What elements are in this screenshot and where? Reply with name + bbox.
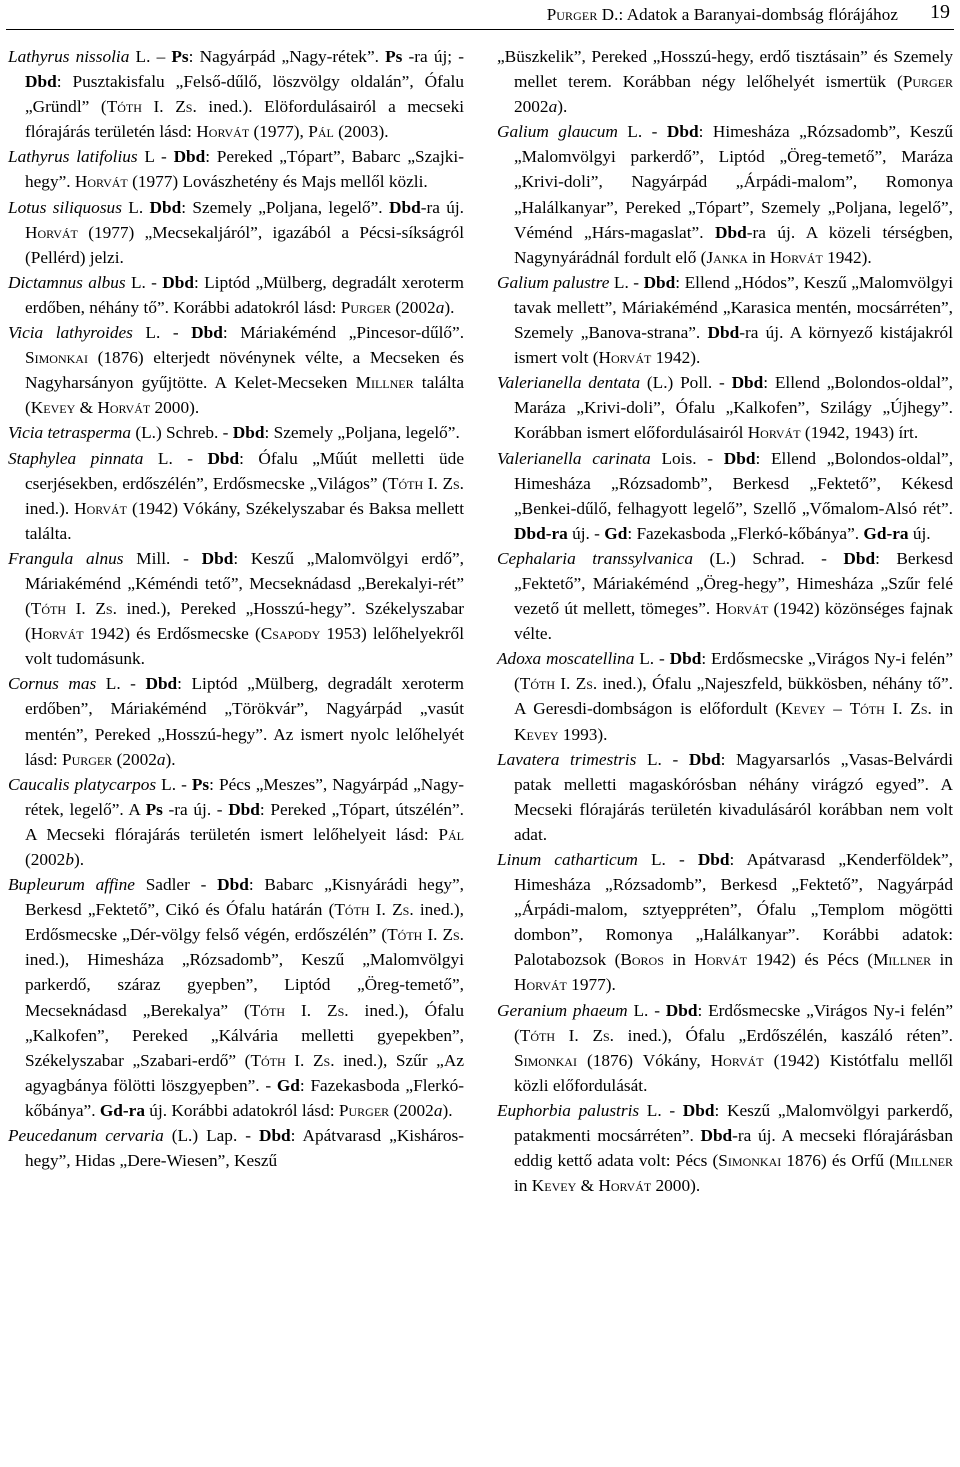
bold-run: Gd [604, 523, 628, 543]
bold-run: Dbd [700, 1126, 733, 1146]
text-run: (L.) Schreb. - [131, 423, 233, 443]
author-name: Pál [438, 824, 464, 844]
bold-run: Dbd [688, 749, 721, 769]
text-run: : Pereked „Tópart”, Babarc „Szajki-hegy”. [25, 147, 464, 192]
text-run: : Máriakéménd „Pincesor-dűlő”. [222, 323, 465, 343]
author-name: Horvát [25, 222, 78, 242]
text-run: ). [444, 297, 455, 317]
text-run: D.: Adatok a Baranyai-dombság flórájához [597, 5, 898, 24]
author-name: Zs [442, 925, 460, 945]
bold-run: Gd-ra [99, 1100, 145, 1120]
italic-run: b [65, 850, 74, 869]
text-run: I. [141, 97, 176, 117]
italic-run: Valerianella carinata [497, 448, 651, 468]
text-run: L. - [143, 448, 208, 468]
text-run: -ra új. - [162, 799, 229, 819]
text-run: (1942) Kistótfalu mellől közli előfordulását. [514, 1050, 953, 1095]
text-run: L. - [96, 674, 146, 694]
text-run: : Magyarsarlós „Vasas-Belvárdi patak melletti magaskórósban néhány virágzó egyed”. A Mecseki flórajárás területén kivadulásáról korábban nem volt adat. [514, 749, 953, 844]
text-run: Sadler - [134, 875, 218, 895]
page-number: 19 [930, 1, 950, 23]
text-run: 1993). [558, 724, 608, 744]
bold-run: Dbd [173, 147, 206, 167]
bold-run: Ps [385, 47, 403, 66]
author-name: Csapody [260, 624, 321, 644]
text-run: 2000). [651, 1176, 701, 1196]
text-run: 1876) és Orfű ( [781, 1151, 895, 1171]
author-name: Tóth [249, 1000, 286, 1020]
bold-run: Gd-ra [863, 523, 909, 543]
text-run: I. [285, 1000, 328, 1020]
author-name: Tóth [106, 97, 142, 117]
author-name: Tóth [30, 599, 66, 619]
bold-run: Dbd [217, 875, 249, 895]
text-run: I. [554, 1025, 593, 1045]
species-entry [497, 446, 953, 546]
text-run: . ined.), Pereked „Hosszú-hegy”. Székelyszabar ( [25, 599, 464, 644]
running-title [547, 5, 898, 25]
italic-run: Lavatera trimestris [497, 749, 637, 769]
author-name: Horvát [769, 247, 823, 267]
text-run: I. [65, 599, 96, 619]
text-run: Mill. - [123, 548, 202, 568]
species-entry [497, 119, 953, 270]
italic-run: Frangula alnus [8, 548, 124, 568]
species-entry [8, 195, 464, 270]
text-run: L. - [634, 649, 670, 669]
author-name: Millner [894, 1151, 953, 1171]
italic-run: Linum catharticum [497, 850, 638, 869]
author-name: Pál [308, 122, 334, 142]
text-run: I. [285, 1050, 313, 1070]
text-run: (2002 [25, 850, 66, 869]
text-run: L. - [639, 1100, 683, 1120]
italic-run: Vicia lathyroides [8, 323, 133, 343]
text-run: (L.) Schrad. - [693, 548, 844, 568]
author-name: Horvát [196, 122, 250, 142]
text-run: 1942). [822, 247, 872, 267]
text-run: (1876) elterjedt növénynek vélte, a Mecseken és Nagyharsányon gyűjtötte. A Kelet-Mecseken [25, 348, 464, 393]
author-name: Millner [355, 373, 414, 393]
italic-run: a [156, 749, 166, 769]
author-name: Tóth [519, 1025, 555, 1045]
author-name: Purger [61, 749, 113, 769]
author-name: Millner [873, 950, 932, 970]
text-run: I. [554, 674, 576, 694]
author-name: Zs [175, 97, 193, 117]
author-name: Tóth [387, 925, 423, 945]
text-run: . in [927, 699, 954, 719]
text-run: & [576, 1176, 599, 1196]
text-run: ). [442, 1100, 453, 1120]
text-run: : Fazekasboda „Flerkó-kőbánya”. [25, 1075, 464, 1120]
text-run: I. [369, 900, 393, 920]
text-run: : Pereked „Tópart, útszélén”. A Mecseki flórajárás területén ismert lelőhelyeit lásd: [25, 799, 464, 844]
author-name: Zs [327, 1000, 345, 1020]
species-entry [8, 420, 464, 445]
bold-run: Dbd [643, 272, 676, 292]
text-run: L. - [637, 850, 698, 869]
species-entry [497, 44, 953, 119]
species-entry [8, 446, 464, 546]
text-run: L - [137, 147, 174, 167]
text-run: : Fazekasboda „Flerkó-kőbánya”. [627, 523, 864, 543]
author-name: Horvát [710, 1050, 764, 1070]
bold-run: Ps [171, 47, 189, 66]
text-run: : Liptód „Mülberg, degradált xeroterm erdőben”, Máriakéménd „Törökvár”, Nagyárpád „vasút mentén”, Pereked „Hosszú-hegy”. Az ismert nyolc lelőhelyét lásd: [25, 674, 464, 769]
author-name: Kevey [781, 699, 826, 719]
text-run: 1942). [651, 348, 701, 368]
text-run: : Himesháza „Rózsadomb”, Keszű „Malomvölgyi parkerdő”, Liptód „Öreg-temető”, Maráza „Krivi-doli”, Nagyárpád „Árpádi-malom”, Romonya „Halálkanyar”, Pereked „Tópart”, Szemely „Poljana, legelő”, Véménd „Hárs-magaslat”. [514, 122, 953, 242]
text-run: L. - [627, 1000, 666, 1020]
species-entry [497, 1098, 953, 1198]
text-run: . ined.), Szűr „Az agyagbánya fölötti löszgyepben”. - [25, 1050, 464, 1095]
species-entry [497, 847, 953, 998]
italic-run: Bupleurum affine [8, 875, 135, 895]
italic-run: Cornus mas [8, 674, 97, 694]
author-name: Zs [910, 699, 928, 719]
bold-run: Dbd [228, 799, 260, 819]
bold-run: Dbd [715, 222, 747, 242]
text-run: -ra új; - [402, 47, 464, 66]
text-run: : Pécs „Meszes”, Nagyárpád „Nagy-rétek, legelő”. A [25, 774, 464, 819]
text-run: 2000). [150, 398, 200, 418]
text-run: . ined.). [25, 473, 464, 518]
author-name: Horvát [74, 172, 128, 192]
text-run: : Apátvarasd „Kisháros-hegy”, Hidas „Dere-Wiesen”, Keszű [25, 1126, 465, 1171]
author-name: Janka [706, 247, 748, 267]
author-name: Simonkai [514, 1050, 577, 1070]
text-run: : Ellend „Hódos”, Keszű „Malomvölgyi tavak mellett”, Máriakéménd „Karasica mentén, mocsárréten”, Szemely „Banova-strana”. [514, 272, 954, 343]
italic-run: Galium palustre [497, 272, 610, 292]
author-name: Boros [620, 950, 664, 970]
text-run: – [825, 699, 850, 719]
author-name: Zs [575, 674, 593, 694]
text-run: : Ófalu „Műút melletti üde cserjésekben, erdőszélén”, Erdősmecske „Világos” ( [25, 448, 464, 493]
text-run: ). [73, 850, 85, 869]
species-entry [497, 998, 953, 1098]
text-run: (2002 [389, 1100, 434, 1120]
bold-run: Dbd [201, 548, 234, 568]
text-run: 1942) és Erdősmecske ( [83, 624, 261, 644]
text-run: . ined.), Ófalu „Erdőszélén, kaszáló réten”. [609, 1025, 954, 1045]
text-run: : Ellend „Bolondos-oldal”, Himesháza „Rózsadomb”, Berkesd „Fektető”, Kékesd „Benkei-dűlő, felhagyott legelő”, Szellő „Vőmalom-Alsó rét”. [514, 448, 954, 518]
author-name: Purger [902, 72, 953, 92]
text-run: : Keszű „Malomvölgyi parkerdő, patakmenti mocsárréten”. [514, 1100, 953, 1146]
text-run: L. [121, 197, 150, 217]
text-run: -ra új. A környező kistájakról ismert volt ( [514, 323, 953, 368]
left-column [8, 44, 464, 1173]
author-name: Horvát [694, 950, 748, 970]
italic-run: Euphorbia palustris [497, 1100, 640, 1120]
text-run: : Pusztakisfalu „Felső-dűlő, löszvölgy oldalán”, Ófalu „Gründl” ( [25, 72, 464, 117]
text-run: & [75, 398, 98, 418]
author-name: Horvát [598, 1176, 652, 1196]
text-run: L. - [617, 122, 667, 142]
text-run: 2002 [514, 97, 549, 117]
bold-run: Ps [191, 774, 210, 794]
author-name: Zs [442, 473, 460, 493]
species-entry [8, 671, 464, 771]
text-run: : Ellend „Bolondos-oldal”, Maráza „Krivi-doli”, Ófalu „Kalkofen”, Szilágy „Újhegy”. Korábban ismert előfordulásairól [514, 373, 953, 443]
text-run: : Nagyárpád „Nagy-rétek”. [188, 47, 386, 66]
text-run: L. - [609, 272, 644, 292]
bold-run: Dbd-ra [514, 523, 568, 543]
text-run: L. - [125, 272, 163, 292]
text-run: . ined.), Himesháza „Rózsadomb”, Keszű „Malomvölgyi parkerdő, száraz gyepben”, Liptód „Öreg-temető”, Mecseknádasd „Berekalya” ( [25, 925, 464, 1020]
italic-run: a [548, 97, 558, 117]
italic-run: a [435, 297, 445, 317]
right-column [497, 44, 953, 1198]
text-run: -ra új. A mecseki flórajárásban eddig kettő adata volt: Pécs ( [514, 1126, 953, 1171]
author-name: Purger [546, 5, 598, 24]
bold-run: Dbd [697, 850, 730, 869]
text-run: új. Korábbi adatokról lásd: [144, 1100, 339, 1120]
bold-run: Dbd [258, 1126, 291, 1146]
text-run: : Berkesd „Fektető”, Máriakéménd „Öreg-hegy”, Himesháza „Szűr felé vezető út mellett, tömeges”. [514, 548, 954, 619]
bold-run: Dbd [149, 197, 182, 217]
text-run: -ra új. [420, 197, 464, 217]
text-run: (1942) közönséges fajnak vélte. [514, 599, 953, 644]
bold-run: Dbd [191, 323, 223, 343]
text-run: (2003). [333, 122, 389, 142]
author-name: Horvát [715, 599, 769, 619]
text-run: : Erdősmecske „Virágos Ny-i felén” ( [514, 1000, 953, 1045]
italic-run: Caucalis platycarpos [8, 774, 157, 794]
author-name: Horvát [97, 398, 151, 418]
text-run: : Keszű „Malomvölgyi erdő”, Máriakéménd „Kéméndi tető”, Mecseknádasd „Berekalyi-rét” ( [25, 548, 465, 619]
text-run: „Büszkelik”, Pereked „Hosszú-hegy, erdő tisztásain” és Szemely mellet terem. Korábban négy lelőhelyét ismertük ( [497, 47, 953, 92]
author-name: Purger [338, 1100, 390, 1120]
bold-run: Dbd [665, 1000, 698, 1020]
text-run: (2002 [112, 749, 157, 769]
text-run: : Liptód „Mülberg, degradált xeroterm erdőben, néhány tő”. Korábbi adatokról lásd: [25, 272, 464, 317]
species-entry [8, 270, 464, 320]
text-run: in [747, 247, 770, 267]
species-entry [497, 546, 953, 646]
italic-run: Dictamnus albus [8, 272, 126, 292]
author-name: Tóth [387, 473, 424, 493]
text-run: L. - [132, 323, 192, 343]
italic-run: Lathyrus nissolia [8, 47, 130, 66]
bold-run: Dbd [145, 674, 178, 694]
text-run: (L.) Lap. - [163, 1126, 259, 1146]
species-entry [497, 370, 953, 445]
page-header [0, 0, 960, 30]
text-run: : Szemely „Poljana, legelő”. [264, 423, 460, 443]
author-name: Tóth [334, 900, 370, 920]
author-name: Kevey [514, 724, 559, 744]
italic-run: Lathyrus latifolius [8, 147, 138, 167]
italic-run: Vicia tetrasperma [8, 423, 132, 443]
bold-run: Dbd [707, 323, 740, 343]
italic-run: Valerianella dentata [497, 373, 641, 393]
text-run: in [931, 950, 953, 970]
text-run: : Szemely „Poljana, legelő”. [181, 197, 389, 217]
bold-run: Dbd [232, 423, 265, 443]
text-run: I. [423, 473, 443, 493]
text-run: ). [557, 97, 568, 117]
italic-run: Cephalaria transsylvanica [497, 548, 694, 568]
text-run: : Apátvarasd „Kenderföldek”, Himesháza „Rózsadomb”, Berkesd „Fektető”, Nagyárpád „Árpádi-malom, sztyeppréten”, Ófalu „Templom mögötti dombon”, Romonya „Halálkanyar”. Korábbi adatok: Palotabozsok ( [514, 850, 953, 970]
bold-run: Dbd [843, 548, 876, 568]
bold-run: Dbd [25, 72, 57, 92]
species-entry [8, 44, 464, 144]
species-entry [8, 320, 464, 420]
text-run: . ined.), Erdősmecske „Dér-völgy felső végén, erdőszélén” ( [25, 900, 464, 945]
bold-run: Gd [276, 1075, 300, 1095]
author-name: Horvát [514, 975, 567, 995]
species-entry [497, 646, 953, 746]
species-entry [8, 872, 464, 1123]
text-run: (1977), [249, 122, 309, 142]
bold-run: Dbd [162, 272, 194, 292]
bold-run: Dbd [666, 122, 699, 142]
text-run: találta ( [25, 373, 464, 418]
text-run: in [514, 1176, 532, 1196]
header-rule [6, 29, 954, 30]
species-entry [8, 546, 464, 671]
text-run: (1942, 1943) írt. [800, 423, 919, 443]
text-run: 1977). [566, 975, 616, 995]
author-name: Zs [312, 1050, 331, 1070]
italic-run: Lotus siliquosus [8, 197, 122, 217]
author-name: Kevey [30, 398, 76, 418]
italic-run: Geranium phaeum [497, 1000, 628, 1020]
text-run: Lois. - [650, 448, 724, 468]
species-entry [8, 144, 464, 194]
species-entry [497, 270, 953, 370]
species-entry [497, 747, 953, 847]
text-run: ). [165, 749, 176, 769]
text-run: 1942) és Pécs ( [747, 950, 874, 970]
italic-run: Staphylea pinnata [8, 448, 144, 468]
bold-run: Dbd [731, 373, 764, 393]
text-run: : Babarc „Kisnyárádi hegy”, Berkesd „Fektető”, Cikó és Ófalu határán ( [25, 875, 464, 920]
text-run: 1953) lelőhelyekről volt tudomásunk. [25, 624, 464, 669]
species-entry [8, 1123, 464, 1173]
text-run: (1977) Lovászhetény és Majs mellől közli. [127, 172, 428, 192]
bold-run: Dbd [207, 448, 240, 468]
text-run: (1942) Vókány, Székelyszabar és Baksa mellett találta. [25, 498, 465, 543]
author-name: Horvát [30, 624, 84, 644]
text-run: . ined.), Ófalu „Najeszfeld, bükkösben, néhány tő”. A Geresdi-dombságon is előfordult ( [514, 674, 953, 719]
text-run: -ra új. A közeli térségben, Nagynyárádnál fordult elő ( [514, 222, 953, 267]
text-run: új. [908, 523, 931, 543]
author-name: Zs [392, 900, 410, 920]
bold-run: Dbd [669, 649, 702, 669]
italic-run: Peucedanum cervaria [8, 1126, 164, 1146]
author-name: Purger [340, 297, 392, 317]
bold-run: Dbd [682, 1100, 715, 1120]
text-run: in [663, 950, 695, 970]
text-run: (1876) Vókány, [576, 1050, 711, 1070]
author-name: Horvát [74, 498, 127, 518]
author-name: Kevey [531, 1176, 577, 1196]
text-run: I. [884, 699, 911, 719]
text-run: (1977) „Mecsekaljáról”, igazából a Pécsi-síkságról (Pellérd) jelzi. [25, 222, 464, 267]
text-run: (2002 [391, 297, 436, 317]
author-name: Zs [95, 599, 113, 619]
text-run: : Erdősmecske „Virágos Ny-i felén” ( [514, 649, 953, 694]
bold-run: Ps [145, 799, 163, 819]
text-run: L. - [156, 774, 192, 794]
italic-run: Galium glaucum [497, 122, 618, 142]
species-entry [8, 772, 464, 872]
text-run: . ined.), Ófalu „Kalkofen”, Pereked „Kálvária melletti gyepekben”, Székelyszabar „Szabari-erdő” ( [25, 1000, 464, 1070]
text-run: L. - [636, 749, 689, 769]
bold-run: Dbd [723, 448, 756, 468]
bold-run: Dbd [388, 197, 421, 217]
author-name: Horvát [747, 423, 801, 443]
text-run: L. – [129, 47, 172, 66]
author-name: Tóth [519, 674, 555, 694]
author-name: Zs [592, 1025, 610, 1045]
text-run: I. [422, 925, 443, 945]
italic-run: Adoxa moscatellina [497, 649, 635, 669]
author-name: Horvát [598, 348, 652, 368]
author-name: Simonkai [718, 1151, 782, 1171]
italic-run: a [433, 1100, 443, 1120]
author-name: Simonkai [25, 348, 88, 368]
text-run: új. - [567, 523, 605, 543]
text-run: . ined.). Elöfordulásairól a mecseki flórajárás területén lásd: [25, 97, 465, 142]
author-name: Tóth [849, 699, 885, 719]
author-name: Tóth [250, 1050, 286, 1070]
text-run: (L.) Poll. - [640, 373, 732, 393]
